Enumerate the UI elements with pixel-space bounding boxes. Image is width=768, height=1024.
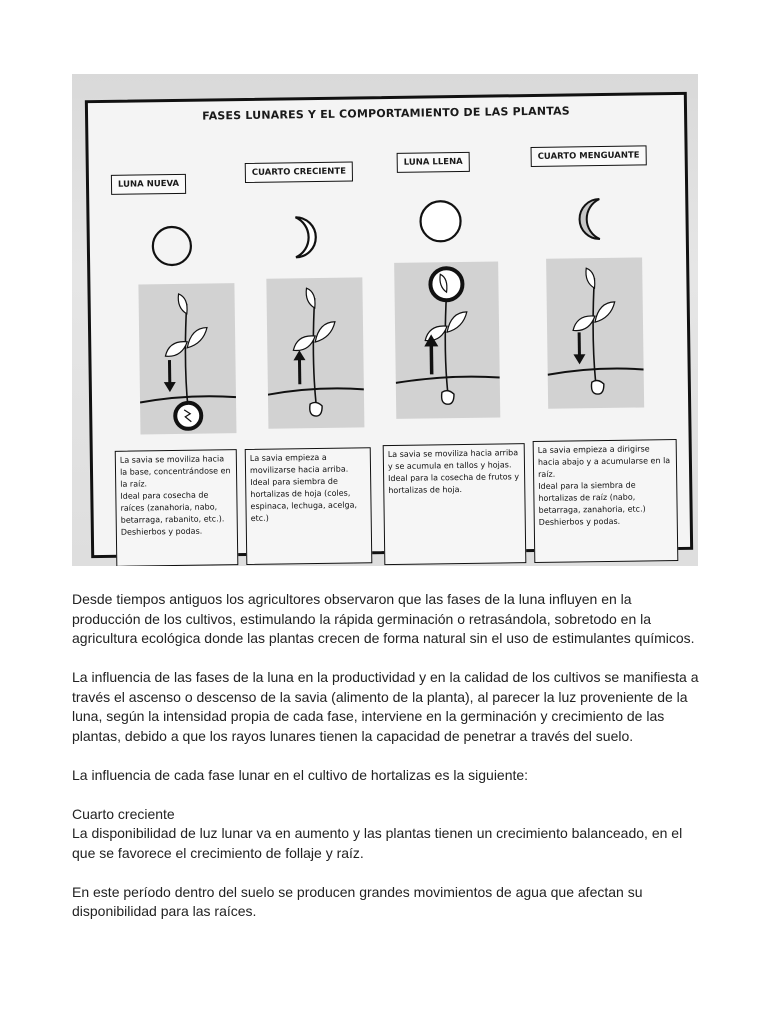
article-paragraph: Cuarto creciente La disponibilidad de luz lunar va en aumento y las plantas tienen un crecimiento balanceado, en el que se favorece el crecimiento de follaje y raíz. bbox=[72, 805, 683, 861]
phase-description bbox=[383, 443, 527, 565]
phase-cuarto-menguante bbox=[520, 125, 671, 527]
full-moon-icon bbox=[417, 198, 464, 245]
phase-luna-nueva bbox=[111, 147, 251, 537]
article-paragraph: La influencia de las fases de la luna en la productividad y en la calidad de los cultivos se manifiesta a través el ascenso o descenso de la savia (alimento de la planta), al parecer la luz proveniente de la luna, según la intensidad propia de cada fase, interviene en la germinación y crecimiento de las plantas, debido a que los rayos lunares tienen la capacidad de penetrar a través del suelo. bbox=[72, 669, 699, 744]
phase-label: LUNA NUEVA bbox=[111, 174, 186, 195]
desc-line: Ideal para la cosecha de frutos y hortalizas de hoja. bbox=[388, 472, 520, 496]
plant-illustration bbox=[546, 257, 644, 408]
phase-luna-llena bbox=[372, 133, 520, 496]
worksheet-title: FASES LUNARES Y EL COMPORTAMIENTO DE LAS PLANTAS bbox=[202, 104, 570, 123]
desc-line: Deshierbos y podas. bbox=[538, 516, 621, 527]
phase-description bbox=[533, 439, 679, 563]
waxing-crescent-icon bbox=[283, 214, 324, 261]
phase-label: CUARTO MENGUANTE bbox=[531, 145, 647, 167]
plant-illustration bbox=[138, 283, 236, 434]
worksheet-photo bbox=[72, 74, 698, 566]
desc-line: La savia empieza a movilizarse hacia arriba. bbox=[249, 452, 349, 475]
article-body bbox=[72, 590, 702, 941]
desc-line: Ideal para siembra de hortalizas de hoja (coles, espinaca, lechuga, acelga, etc.) bbox=[250, 476, 358, 523]
desc-line: Deshierbos y podas. bbox=[120, 526, 203, 537]
desc-line: La savia se moviliza hacia la base, concentrándose en la raíz. bbox=[119, 454, 231, 489]
worksheet-sheet bbox=[85, 92, 693, 558]
desc-line: Ideal para la siembra de hortalizas de raíz (nabo, betarraga, zanahoria, etc.) bbox=[538, 480, 646, 515]
desc-line: Ideal para cosecha de raíces (zanahoria, nabo, betarraga, rabanito, etc.). bbox=[120, 490, 225, 525]
article-paragraph: En este período dentro del suelo se producen grandes movimientos de agua que afectan su disponibilidad para las raíces. bbox=[72, 883, 643, 919]
article-paragraph: Desde tiempos antiguos los agricultores observaron que las fases de la luna influyen en la producción de los cultivos, estimulando la rápida germinación o retrasándola, sobretodo en la agricultura ecológica donde las plantas crecen de forma natural sin el uso de estimulantes químicos. bbox=[72, 591, 695, 646]
plant-illustration bbox=[266, 277, 364, 428]
plant-illustration bbox=[394, 261, 500, 418]
phase-label: LUNA LLENA bbox=[397, 152, 470, 173]
phase-cuarto-creciente bbox=[238, 139, 378, 523]
phase-description bbox=[115, 449, 239, 566]
desc-line: La savia se moviliza hacia arriba y se acumula en tallos y hojas. bbox=[387, 448, 519, 472]
phase-description bbox=[245, 447, 373, 565]
waning-crescent-icon bbox=[569, 196, 610, 243]
article-paragraph: La influencia de cada fase lunar en el cultivo de hortalizas es la siguiente: bbox=[72, 766, 529, 783]
phase-label: CUARTO CRECIENTE bbox=[245, 161, 353, 183]
desc-line: La savia empieza a dirigirse hacia abajo y a acumularse en la raíz. bbox=[537, 444, 671, 479]
new-moon-icon bbox=[150, 224, 195, 269]
